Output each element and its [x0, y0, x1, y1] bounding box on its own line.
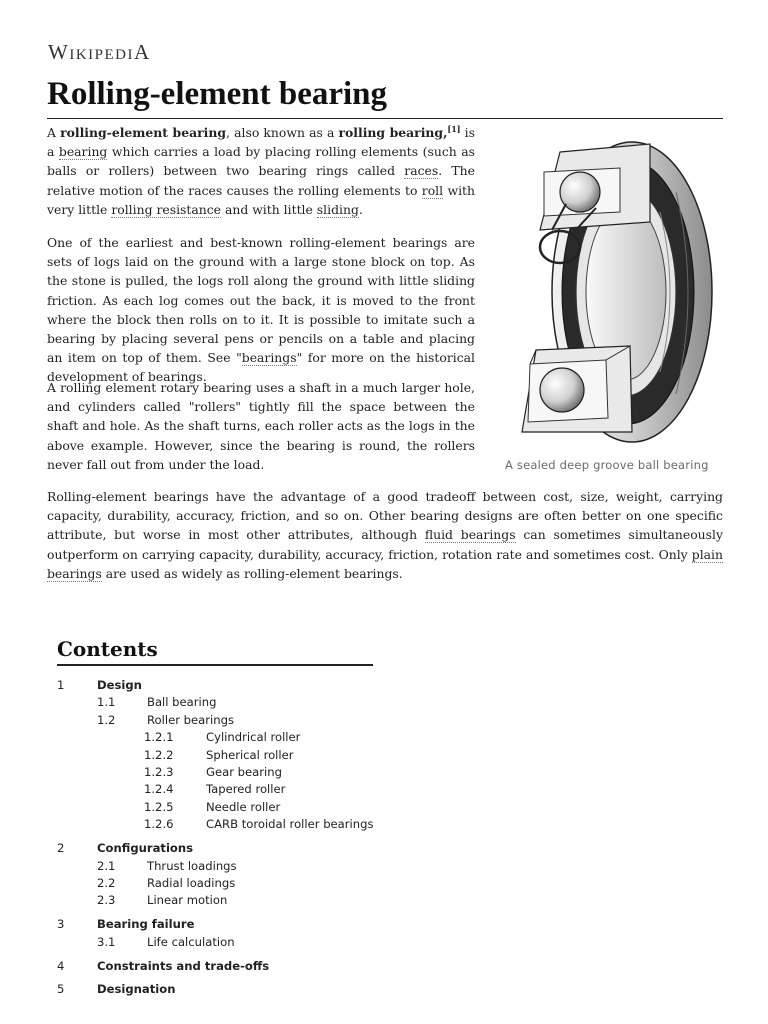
bearing-illustration[interactable] — [500, 132, 720, 472]
toc-entry-label[interactable]: Cylindrical roller — [206, 730, 301, 745]
toc-entry-label[interactable]: Design — [97, 678, 142, 692]
link-sliding[interactable]: sliding — [316, 201, 359, 217]
toc-entry-number: 3.1 — [97, 934, 116, 949]
intro-paragraph-2: One of the earliest and best-known rolling-element bearings are sets of logs laid on the ground with a large stone block on top. As the stone is pulled, the logs roll along the ground with little sliding friction. As each log comes out the back, it is moved to the front where the block then rolls on to it. It is possible to imitate such a bearing by placing several pens or pencils on a table and placing an item on top of them. See "bearings" for more on the historical development of bearings. — [47, 235, 475, 385]
toc-entry-label[interactable]: Ball bearing — [147, 695, 217, 710]
toc-entry-label[interactable]: Bearing failure — [97, 917, 195, 932]
toc-entry-number: 4 — [57, 958, 65, 973]
toc-entry-number: 5 — [57, 982, 65, 997]
toc-entry-label[interactable]: Tapered roller — [206, 782, 286, 797]
link-races[interactable]: races — [404, 163, 439, 179]
figure-caption: A sealed deep groove ball bearing — [505, 458, 709, 472]
toc-entry-number: 1.2.3 — [144, 765, 174, 779]
link-roll[interactable]: roll — [421, 182, 444, 198]
toc-entry-label[interactable]: Roller bearings — [147, 712, 234, 727]
toc-entry-number: 2.2 — [97, 875, 116, 890]
toc-entry-label[interactable]: Configurations — [97, 841, 194, 856]
toc-entry-label[interactable]: Linear motion — [147, 893, 228, 908]
toc-entry-label[interactable]: Needle roller — [206, 799, 281, 814]
link-fluid-bearings[interactable]: fluid bearings — [424, 527, 516, 543]
toc-entry-number: 2.3 — [97, 893, 116, 908]
toc-entry-number: 3 — [57, 917, 65, 932]
toc-entry-number: 1.2.6 — [144, 817, 174, 832]
link-rolling-resistance[interactable]: rolling resistance — [111, 201, 222, 217]
link-bearings[interactable]: bearings — [241, 350, 297, 366]
ball-bearing-icon — [500, 132, 720, 462]
link-bearing[interactable]: bearing — [58, 144, 108, 160]
toc-entry-label[interactable]: Gear bearing — [206, 765, 282, 779]
link-plain-bearings[interactable]: plain bearings — [47, 546, 723, 581]
toc-entry-label[interactable]: Life calculation — [147, 934, 235, 949]
wikipedia-logo[interactable]: WIKIPEDIA — [48, 40, 151, 64]
toc-entry-number: 1.2.5 — [144, 799, 174, 814]
toc-entry-label[interactable]: Radial loadings — [147, 875, 236, 890]
toc-entry-number: 1.2.4 — [144, 782, 174, 797]
toc-entry-number: 1 — [57, 678, 65, 692]
toc-entry-label[interactable]: Thrust loadings — [147, 858, 237, 873]
reference-link[interactable]: [1] — [447, 124, 461, 134]
toc-entry-number: 1.1 — [97, 695, 116, 710]
intro-paragraph-4: Rolling-element bearings have the advantage of a good tradeoff between cost, size, weight, carrying capacity, durability, accuracy, friction, and so on. Other bearing designs are often better on one specific attribute, but worse in most other attributes, although fluid bearings can sometimes simultaneously outperform on carrying capacity, durability, accuracy, friction, rotation rate and sometimes cost. Only plain bearings are used as widely as rolling-element bearings. — [47, 489, 723, 581]
toc-entry-label[interactable]: CARB toroidal roller bearings — [206, 817, 374, 832]
table-of-contents — [57, 636, 375, 997]
page-title: Rolling-element bearing — [47, 74, 723, 119]
intro-paragraph-3: A rolling element rotary bearing uses a shaft in a much larger hole, and cylinders called "rollers" tightly fill the space between the shaft and hole. As the shaft turns, each roller acts as the logs in the above example. However, since the bearing is round, the rollers never fall out from under the load. — [47, 380, 475, 472]
toc-entry-label[interactable]: Designation — [97, 982, 176, 997]
toc-entry-label[interactable]: Spherical roller — [206, 747, 294, 762]
toc-entry-number: 2.1 — [97, 858, 116, 873]
toc-entry-number: 1.2.2 — [144, 747, 174, 762]
toc-entry-number: 2 — [57, 841, 65, 856]
toc-title: Contents — [57, 636, 373, 666]
toc-entry-number: 1.2 — [97, 712, 116, 727]
intro-paragraph-1: A rolling-element bearing, also known as a rolling bearing,[1] is a bearing which carries a load by placing rolling elements (such as balls or rollers) between two bearing rings called races. The relative motion of the races causes the rolling elements to roll with very little rolling resistance and with little sliding. — [47, 124, 476, 217]
toc-entry-number: 1.2.1 — [144, 730, 174, 745]
toc-entry-label[interactable]: Constraints and trade-offs — [97, 958, 270, 973]
